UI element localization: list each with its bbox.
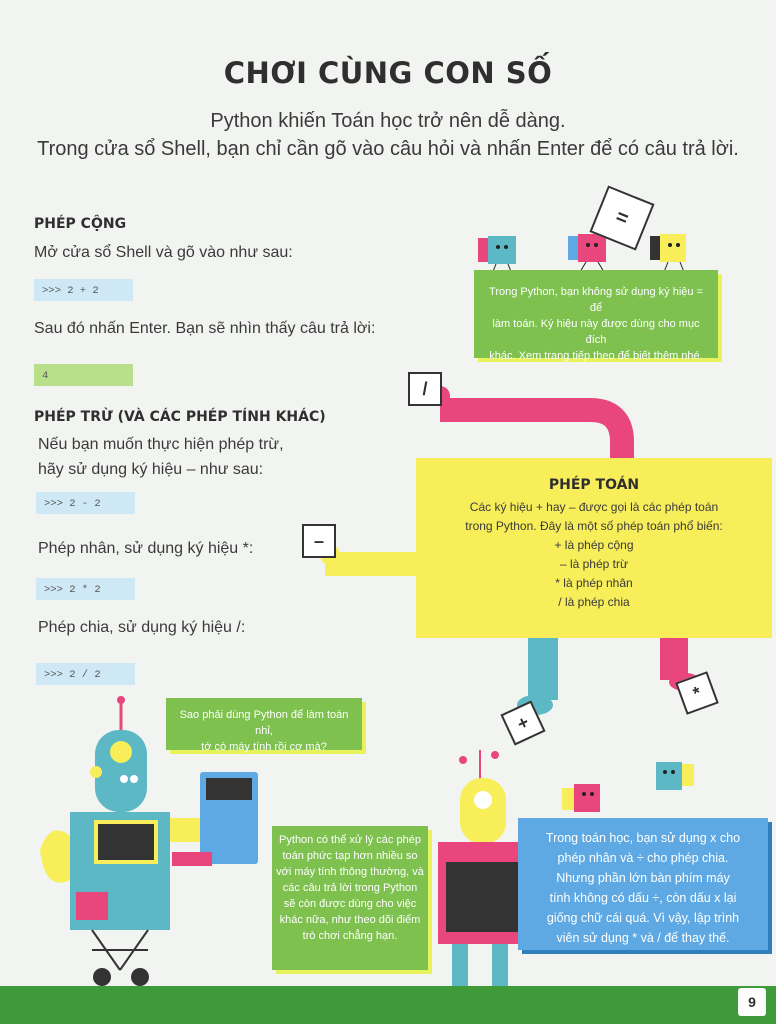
- operator-plus: + là phép cộng: [554, 538, 634, 552]
- subtraction-heading: PHÉP TRỪ (VÀ CÁC PHÉP TÍNH KHÁC): [34, 409, 326, 425]
- plus-card: +: [500, 700, 545, 745]
- robot-answer-line-1: Python có thể xử lý các phép: [279, 834, 421, 846]
- subtraction-code: >>> 2 - 2: [36, 492, 135, 514]
- operators-heading: PHÉP TOÁN: [548, 477, 640, 493]
- robot-question-line-2: tớ có máy tính rồi cơ mà?: [201, 741, 327, 753]
- robot-question-bubble: [166, 698, 362, 753]
- blue-note-line-1: Trong toán học, bạn sử dụng x cho: [545, 831, 741, 845]
- addition-after: Sau đó nhấn Enter. Bạn sẽ nhìn thấy câu trả lời:: [34, 320, 376, 337]
- slash-card: /: [408, 372, 442, 406]
- addition-result: 4: [34, 364, 133, 386]
- equals-card: =: [589, 185, 654, 250]
- operator-divide: / là phép chia: [558, 595, 630, 609]
- blue-note-line-5: giống chữ cái quá. Vì vậy, lập trình: [546, 911, 740, 925]
- operators-line-2: trong Python. Đây là một số phép toán phổ biến:: [465, 519, 723, 533]
- subtraction-line-1: Nếu bạn muốn thực hiện phép trừ,: [38, 436, 284, 453]
- robot-answer-line-4: các câu trả lời trong Python: [282, 882, 418, 894]
- char-blue-top: [478, 236, 516, 274]
- grass-strip: [0, 986, 776, 1024]
- robot-answer-line-5: sẽ còn được dùng cho việc: [283, 898, 417, 910]
- robot-answer-bubble: [272, 826, 428, 970]
- addition-heading: PHÉP CỘNG: [34, 216, 127, 232]
- intro-line-1: Python khiến Toán học trở nên dễ dàng.: [210, 110, 566, 132]
- equals-note-line-3: khác. Xem trang tiếp theo để biết thêm nhé.: [489, 350, 703, 362]
- robot-answer-line-3: với máy tính thông thường, và: [276, 866, 424, 878]
- page-title: CHƠI CÙNG CON SỐ: [223, 56, 553, 90]
- robot-answer-line-6: khác nữa, như theo dõi điểm: [279, 914, 421, 926]
- char-pink-low: [562, 784, 600, 812]
- char-pink-top: [568, 234, 606, 272]
- robot-answer-line-2: toán phức tạp hơn nhiều so: [282, 850, 418, 862]
- blue-note-line-4: tính không có dấu ÷, còn dấu x lại: [549, 891, 737, 905]
- page-number: 9: [738, 988, 766, 1016]
- blue-note-line-3: Nhưng phần lớn bàn phím máy: [556, 871, 730, 885]
- teal-arm: [528, 638, 558, 700]
- multiplication-note-bubble: [518, 818, 768, 950]
- equals-note-line-2: làm toán. Ký hiệu này được dùng cho mục đích: [492, 318, 700, 346]
- addition-code: >>> 2 + 2: [34, 279, 133, 301]
- operator-minus: – là phép trừ: [559, 557, 629, 571]
- minus-card: –: [302, 524, 336, 558]
- robot-question-line-1: Sao phải dùng Python để làm toán nhỉ,: [179, 709, 349, 737]
- operators-line-1: Các ký hiệu + hay – được gọi là các phép toán: [469, 500, 719, 514]
- robot-right: [438, 750, 528, 986]
- division-code: >>> 2 / 2: [36, 663, 135, 685]
- multiplication-text: Phép nhân, sử dụng ký hiệu *:: [38, 540, 254, 557]
- addition-instruction: Mở cửa sổ Shell và gõ vào như sau:: [34, 244, 293, 261]
- char-teal-low: [656, 762, 694, 790]
- operator-times: * là phép nhân: [555, 576, 633, 590]
- division-text: Phép chia, sử dụng ký hiệu /:: [38, 619, 246, 636]
- times-card: *: [675, 671, 719, 715]
- intro-line-2: Trong cửa sổ Shell, bạn chỉ cần gõ vào câu hỏi và nhấn Enter để có câu trả lời.: [37, 138, 739, 160]
- char-yellow-top: [650, 234, 686, 272]
- operators-box: [416, 458, 772, 638]
- equals-note-line-1: Trong Python, bạn không sử dụng ký hiệu = để: [489, 286, 703, 314]
- multiplication-code: >>> 2 * 2: [36, 578, 135, 600]
- subtraction-line-2: hãy sử dụng ký hiệu – như sau:: [38, 461, 264, 478]
- blue-note-line-6: viên sử dụng * và / để thay thế.: [556, 931, 730, 945]
- equals-note-bubble: [474, 270, 718, 362]
- blue-note-line-2: phép nhân và ÷ cho phép chia.: [557, 851, 729, 865]
- robot-answer-line-7: trò chơi chẳng hạn.: [302, 930, 398, 942]
